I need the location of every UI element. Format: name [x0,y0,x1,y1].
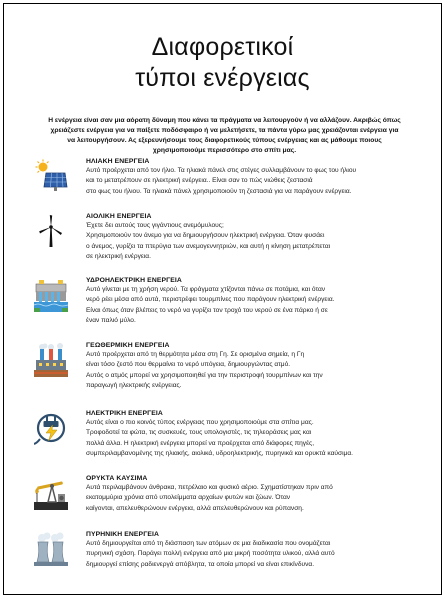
oil-pump-icon [34,476,68,510]
section-body: Αυτό προέρχεται από τη θερμότητα μέσα στη Γη. Σε ορισμένα σημεία, η Γη είναι τόσο ζεστό που θερμαίνει το νερό υπόγεια, δημιουργώντας ατμό. Αυτός ο ατμός μπορεί να χρησιμοποιηθεί για την περιστροφή τουρμπίνων και την παραγωγή ηλεκτρικής ενέργειας. [86,351,323,390]
page-title [4,32,441,94]
title-line-1: Διαφορετικοί [151,33,294,61]
section-heading: ΥΔΡΟΗΛΕΚΤΡΙΚΗ ΕΝΕΡΓΕΙΑ [86,277,182,284]
section-geothermal [34,341,439,401]
section-body: Έχετε δει αυτούς τους γιγάντιους ανεμόμυλους; Χρησιμοποιούν τον άνεμο για να δημιουργήσουν ηλεκτρική ενέργεια. Όταν φυσάει ο άνεμος, γυρίζει τα πτερύγια των ανεμογεννητριών, και αυτή η κίνηση μετατρέπεται σε ηλεκτρική ενέργεια. [86,222,331,261]
section-heading: ΓΕΩΘΕΡΜΙΚΗ ΕΝΕΡΓΕΙΑ [86,342,170,349]
section-body: Αυτό γίνεται με τη χρήση νερού. Τα φράγματα χτίζονται πάνω σε ποτάμια, και όταν νερό ρέει μέσα από αυτά, περιστρέφει τουρμπίνες που παράγουν ηλεκτρική ενέργεια. Είναι όπως όταν βλέπεις το νερό να γυρίζει τον τροχό του νερού σε ένα πάρκο ή σε έναν παλιό μύλο. [86,286,335,325]
section-body: Αυτό προέρχεται από τον ήλιο. Τα ηλιακά πάνελ στις στέγες συλλαμβάνουν το φως του ήλιου και το μετατρέπουν σε ηλεκτρική ενέργεια.. Είναι σαν το πώς νιώθεις ζεστασιά στο φως του ήλιου. Τα ηλιακά πάνελ χρησιμοποιούν τη ζεστασιά για να παράγουν ενέργεια. [86,167,357,195]
solar-panel-icon [34,159,68,193]
section-heading: ΗΛΙΑΚΗ ΕΝΕΡΓΕΙΑ [86,158,150,165]
section-nuclear-text [86,530,436,570]
section-heading: ΟΡΥΚΤΑ ΚΑΥΣΙΜΑ [86,475,148,482]
section-heading: ΠΥΡΗΝΙΚΗ ΕΝΕΡΓΕΙΑ [86,531,160,538]
intro-paragraph: Η ενέργεια είναι σαν μια αόρατη δύναμη που κάνει τα πράγματα να λειτουργούν ή να αλλάζουν. Ακριβώς όπως χρειάζεστε ενέργεια για να παίξετε ποδόσφαιρο ή να μελετήσετε, τα πάντα γύρω μας χρειάζονται ενέργεια για να λειτουργήσουν. Ας εξερευνήσουμε τους διαφορετικούς τύπους ενέργειας και ας μάθουμε ποιους χρησιμοποιούμε περισσότερο στο σπίτι μας. [48,117,401,154]
section-wind-text [86,212,436,263]
section-hydro [34,276,439,336]
section-body: Αυτό δημιουργείται από τη διάσπαση των ατόμων σε μια διαδικασία που ονομάζεται πυρηνική σχάση. Παράγει πολλή ενέργεια από μια μικρή ποσότητα υλικού, αλλά αυτό δημιουργεί επίσης ραδιενεργά απόβλητα, τα οποία μπορεί να είναι επικίνδυνα. [86,540,335,568]
section-fossil-fuels [34,474,439,534]
section-heading: ΗΛΕΚΤΡΙΚΗ ΕΝΕΡΓΕΙΑ [86,410,163,417]
section-electric-text [86,409,436,460]
section-electric [34,409,439,469]
nuclear-plant-icon [34,532,68,566]
section-wind [34,212,439,272]
section-hydro-text [86,276,436,327]
geothermal-plant-icon [34,343,68,377]
section-geothermal-text [86,341,436,392]
section-fossil-fuels-text [86,474,436,514]
title-line-2: τύποι ενέργειας [135,64,310,92]
document-page [3,3,442,595]
section-heading: ΑΙΟΛΙΚΗ ΕΝΕΡΓΕΙΑ [86,213,152,220]
hydro-dam-icon [34,278,68,312]
section-body: Αυτός είναι ο πιο κοινός τύπος ενέργειας που χρησιμοποιούμε στα σπίτια μας. Τροφοδοτεί τα φώτα, τις συσκευές, τους υπολογιστές, τις τηλεοράσεις μας και πολλά άλλα. Η ηλεκτρική ενέργεια μπορεί να προέρχεται από διάφορες πηγές, συμπεριλαμβανομένης της ηλιακής, αιολικά, υδροηλεκτρικής, πυρηνικά και ορυκτά καύσιμα. [86,419,353,458]
electric-plug-icon [34,411,68,445]
wind-turbine-icon [34,214,68,248]
section-solar-text [86,157,436,197]
section-nuclear [34,530,439,590]
section-solar [34,157,439,217]
section-body: Αυτά περιλαμβάνουν άνθρακα, πετρέλαιο και φυσικό αέριο. Σχηματίστηκαν πριν από εκατομμύρια χρόνια από υπολείμματα αρχαίων φυτών και ζώων. Όταν καίγονται, απελευθερώνουν ενέργεια, αλλά απελευθερώνουν και ρύπανση. [86,484,333,512]
